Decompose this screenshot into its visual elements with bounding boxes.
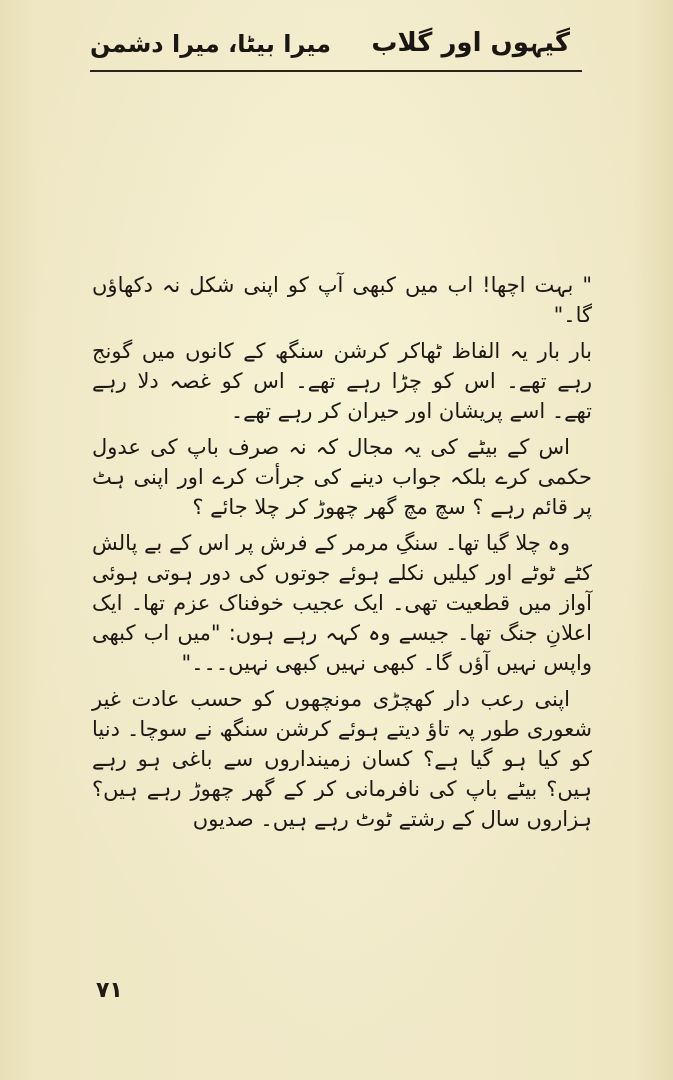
page-number: ۷۱	[96, 978, 123, 1003]
paragraph-reflection: اپنی رعب دار کھچڑی مونچھوں کو حسب عادت غیر شعوری طور پہ تاؤ دیتے ہوئے کرشن سنگھ نے سوچا۔ دنیا کو کیا ہو گیا ہے؟ کسان زمینداروں سے باغی ہو رہے ہیں؟ بیٹے باپ کی نافرمانی کر کے گھر چھوڑ رہے ہیں؟ ہزاروں سال کے رشتے ٹوٹ رہے ہیں۔ صدیوں	[92, 687, 592, 831]
book-title: گیہوں اور گلاب	[371, 28, 570, 58]
paragraph-departure: وہ چلا گیا تھا۔ سنگِ مرمر کے فرش پر اس کے بے پالش کٹے ٹوٹے اور کیلیں نکلے ہوئے جوتوں کی دور ہوتی ہوئی آواز میں قطعیت تھی۔ ایک عجیب خوفناک عزم تھا۔ ایک اعلانِ جنگ تھا۔ جیسے وہ کہہ رہے ہوں: "میں اب کبھی واپس نہیں آؤں گا۔ کبھی نہیں کبھی نہیں۔۔۔"	[92, 531, 592, 675]
paragraph-defiance: اس کے بیٹے کی یہ مجال کہ نہ صرف باپ کی عدول حکمی کرے بلکہ جواب دینے کی جرأت کرے اور اپنی ہٹ پر قائم رہے ؟ سچ مچ گھر چھوڑ کر چلا جائے ؟	[92, 435, 592, 519]
chapter-title: میرا بیٹا، میرا دشمن	[90, 30, 332, 58]
paragraph-quote: " بہت اچھا! اب میں کبھی آپ کو اپنی شکل نہ دکھاؤں گا۔"	[92, 273, 592, 327]
running-header	[90, 28, 570, 68]
body-text	[92, 270, 592, 840]
paragraph-echo: بار بار یہ الفاظ ٹھاکر کرشن سنگھ کے کانوں میں گونج رہے تھے۔ اس کو چڑا رہے تھے۔ اس کو غصہ دلا رہے تھے۔ اسے پریشان اور حیران کر رہے تھے۔	[92, 339, 592, 423]
header-divider	[90, 70, 582, 72]
